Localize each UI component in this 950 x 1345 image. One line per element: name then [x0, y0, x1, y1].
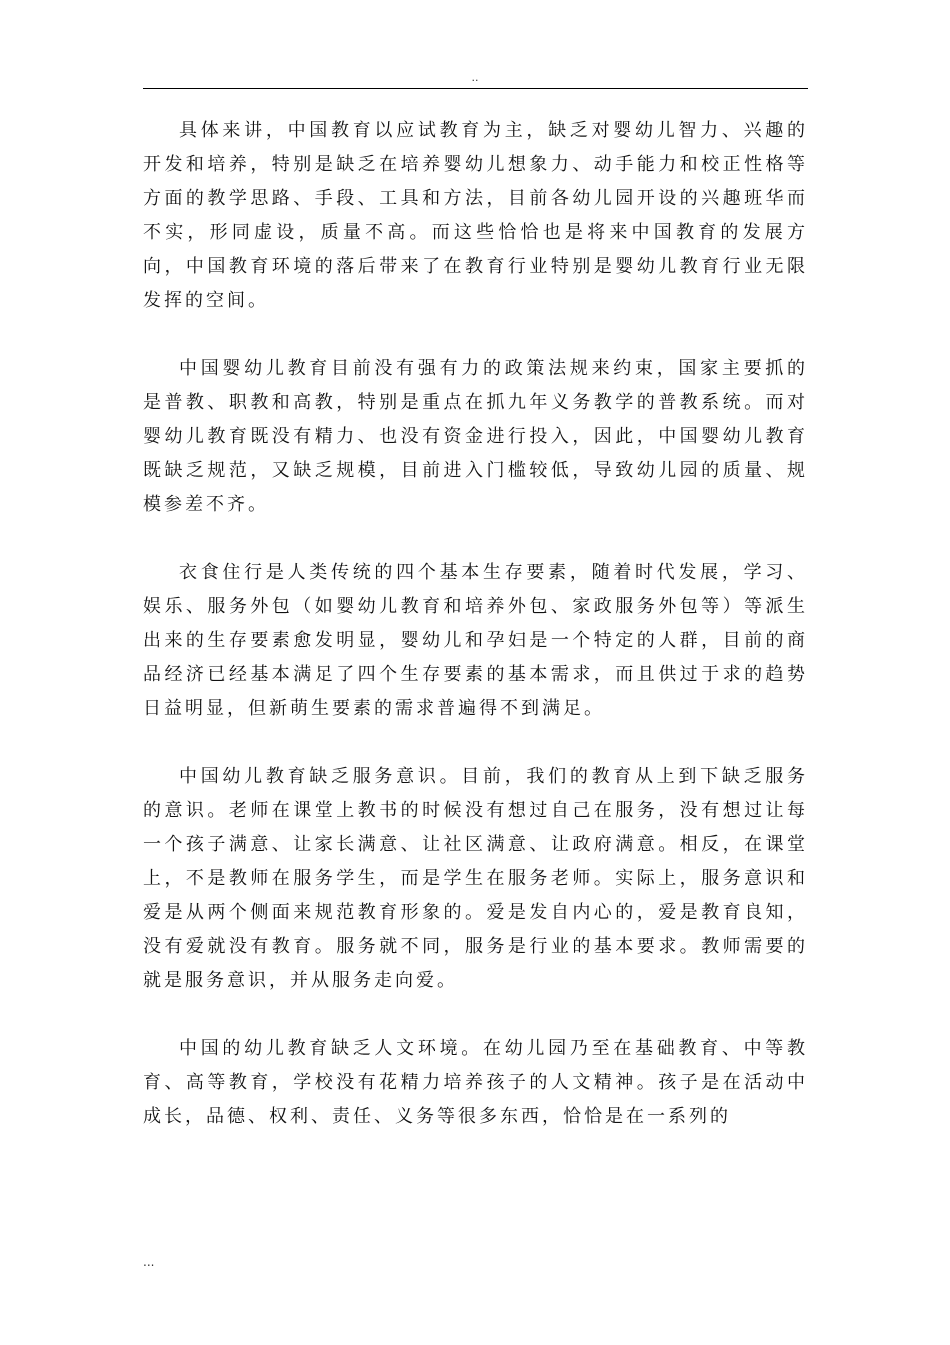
paragraph-3: 衣食住行是人类传统的四个基本生存要素，随着时代发展，学习、娱乐、服务外包（如婴幼儿教育和培养外包、家政服务外包等）等派生出来的生存要素愈发明显，婴幼儿和孕妇是一个特定的人群，目前的商品经济已经基本满足了四个生存要素的基本需求，而且供过于求的趋势日益明显，但新萌生要素的需求普遍得不到满足。 [143, 562, 808, 719]
footer-mark: ... [143, 1255, 155, 1269]
header-mark: .. [471, 71, 479, 84]
paragraph-5: 中国的幼儿教育缺乏人文环境。在幼儿园乃至在基础教育、中等教育、高等教育，学校没有花精力培养孩子的人文精神。孩子是在活动中成长，品德、权利、责任、义务等很多东西，恰恰是在一系列的 [143, 1038, 808, 1127]
paragraph-4: 中国幼儿教育缺乏服务意识。目前，我们的教育从上到下缺乏服务的意识。老师在课堂上教书的时候没有想过自己在服务，没有想过让每一个孩子满意、让家长满意、让社区满意、让政府满意。相反，在课堂上，不是教师在服务学生，而是学生在服务老师。实际上，服务意识和爱是从两个侧面来规范教育形象的。爱是发自内心的，爱是教育良知，没有爱就没有教育。服务就不同，服务是行业的基本要求。教师需要的就是服务意识，并从服务走向爱。 [143, 766, 808, 991]
header-rule [143, 88, 808, 89]
paragraph-1: 具体来讲，中国教育以应试教育为主，缺乏对婴幼儿智力、兴趣的开发和培养，特别是缺乏在培养婴幼儿想象力、动手能力和校正性格等方面的教学思路、手段、工具和方法，目前各幼儿园开设的兴趣班华而不实，形同虚设，质量不高。而这些恰恰也是将来中国教育的发展方向，中国教育环境的落后带来了在教育行业特别是婴幼儿教育行业无限发挥的空间。 [143, 120, 808, 311]
document-body [143, 114, 808, 1168]
paragraph-2: 中国婴幼儿教育目前没有强有力的政策法规来约束，国家主要抓的是普教、职教和高教，特别是重点在抓九年义务教学的普教系统。而对婴幼儿教育既没有精力、也没有资金进行投入，因此，中国婴幼儿教育既缺乏规范，又缺乏规模，目前进入门槛较低，导致幼儿园的质量、规模参差不齐。 [143, 358, 808, 515]
